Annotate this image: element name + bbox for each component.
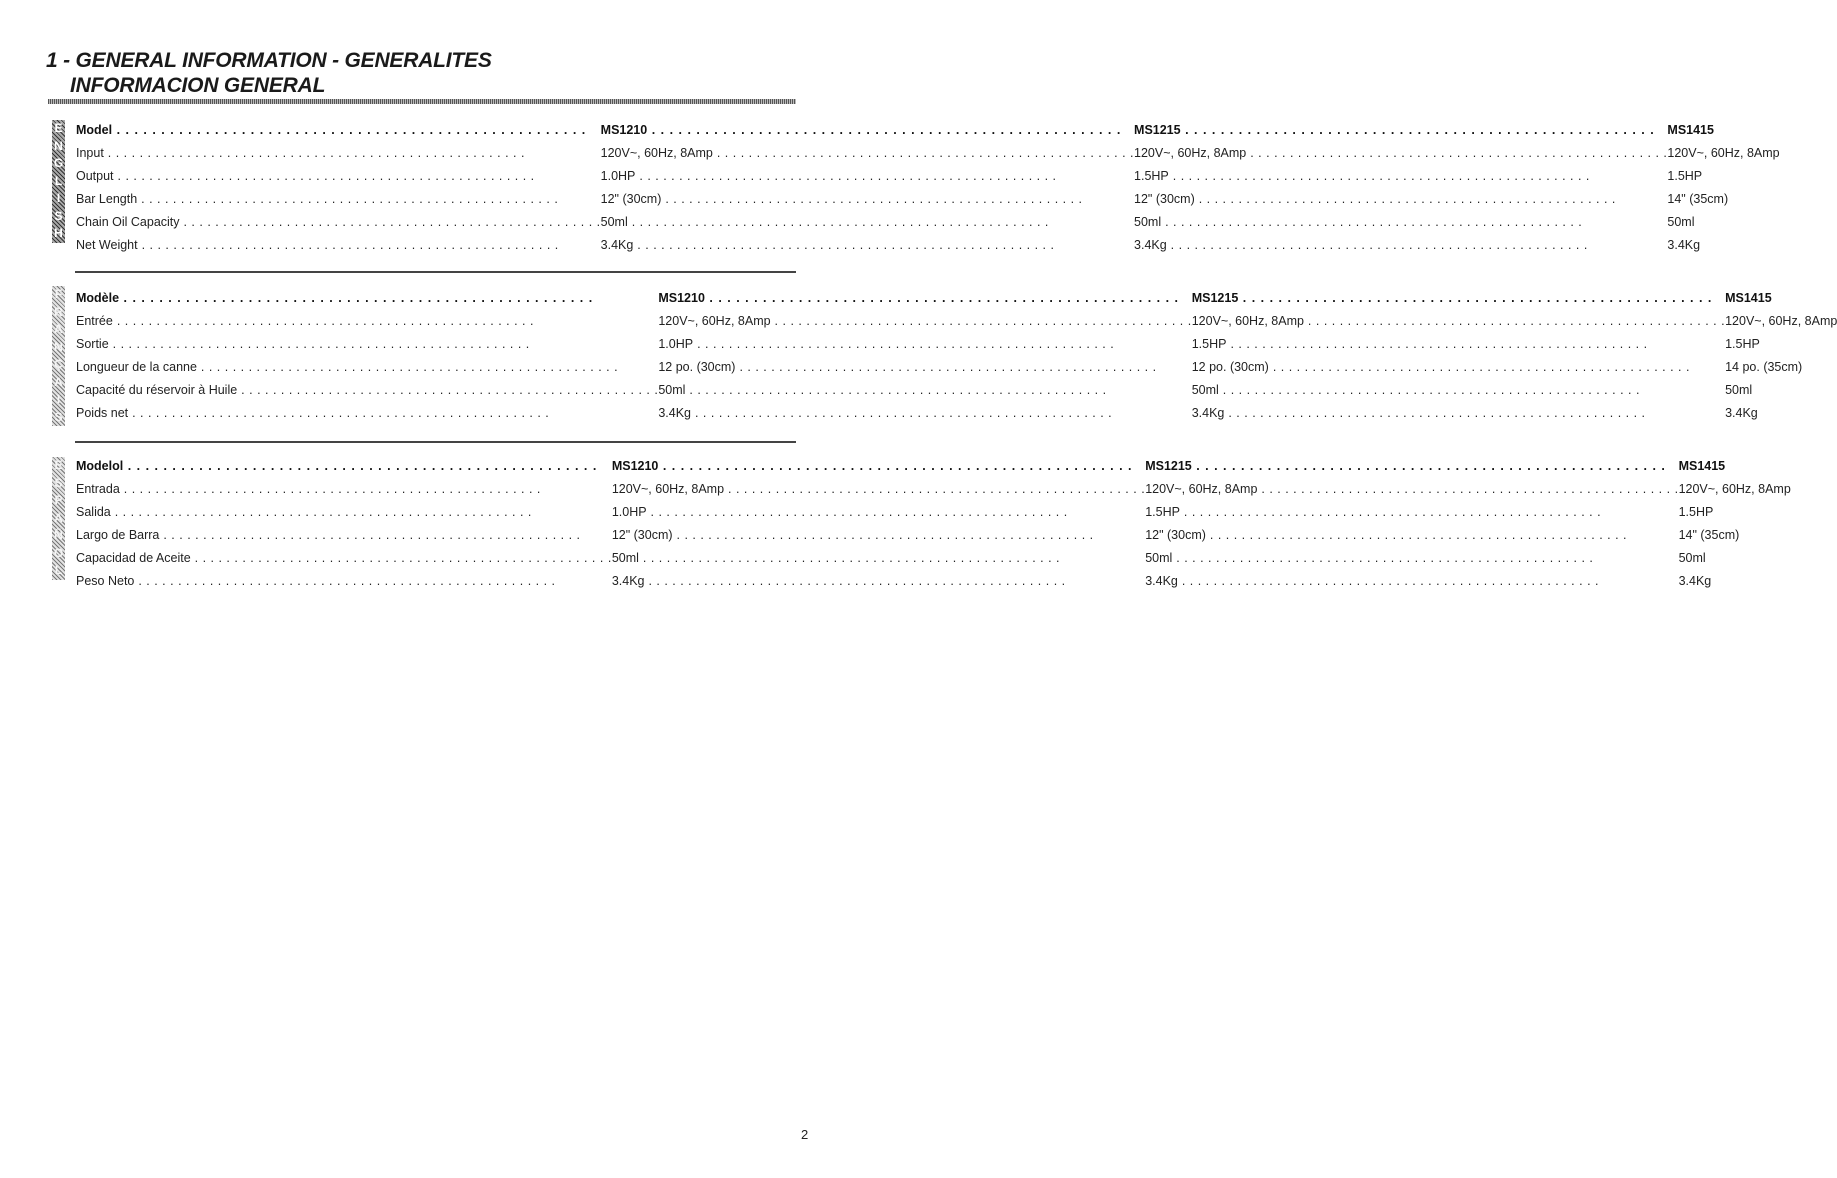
spec-label: Largo de Barra . . . (76, 523, 612, 546)
tab-letter: Ñ (54, 528, 63, 542)
spec-label: Bar Length . . . (76, 187, 601, 210)
spec-label: Poids net . . . (76, 401, 658, 424)
tab-letter: H (54, 226, 63, 240)
spec-value: MS1210 . . . (601, 118, 1134, 141)
spec-value: 1.5HP (1667, 168, 1703, 183)
spec-value: MS1415 (1725, 290, 1772, 305)
table-row (76, 164, 1780, 187)
spec-value: 1.5HP . . . (1134, 164, 1667, 187)
table-row (76, 309, 1837, 332)
spec-value: 50ml . . . (612, 546, 1145, 569)
spec-label: Modèle . . . (76, 286, 658, 309)
spec-value: 1.5HP . . . (1145, 500, 1678, 523)
page-title (46, 48, 492, 98)
tab-letter: G (53, 156, 64, 170)
tab-letter: Ç (54, 357, 63, 371)
language-tab-english (52, 120, 65, 243)
spec-value: 120V~, 60Hz, 8Amp . . . (658, 309, 1191, 332)
spec-value: 14" (35cm) (1678, 527, 1740, 542)
spec-label: Capacité du réservoir à Huile . . . (76, 378, 658, 401)
table-row (76, 454, 1791, 477)
spec-value: 120V~, 60Hz, 8Amp . . . (1192, 309, 1725, 332)
spec-value: MS1210 . . . (612, 454, 1145, 477)
spec-value: 12" (30cm) . . . (601, 187, 1134, 210)
spec-table-french (76, 286, 1837, 424)
spec-label: Model . . . (76, 118, 601, 141)
tab-letter: L (54, 563, 63, 577)
table-row (76, 546, 1791, 569)
tab-letter: S (54, 208, 63, 223)
spec-value: 50ml . . . (1192, 378, 1725, 401)
spec-value: 1.5HP (1678, 504, 1714, 519)
spec-value: 14" (35cm) (1667, 191, 1729, 206)
table-row (76, 401, 1837, 424)
section-divider (75, 441, 796, 443)
spec-value: 1.5HP . . . (1192, 332, 1725, 355)
table-row (76, 332, 1837, 355)
spec-label: Entrada . . . (76, 477, 612, 500)
table-row (76, 355, 1837, 378)
table-row (76, 233, 1780, 256)
spec-value: 50ml (1725, 382, 1753, 397)
spec-value: 50ml . . . (601, 210, 1134, 233)
spec-label: Entrée . . . (76, 309, 658, 332)
tab-letter: O (53, 545, 64, 560)
title-line-1: 1 - GENERAL INFORMATION - GENERALITES (46, 49, 492, 72)
spec-label: Peso Neto . . . (76, 569, 612, 592)
spec-value: 3.4Kg (1725, 405, 1758, 420)
spec-label: Net Weight . . . (76, 233, 601, 256)
tab-letter: A (54, 374, 63, 389)
spec-value: 120V~, 60Hz, 8Amp . . . (1134, 141, 1667, 164)
tab-letter: I (56, 392, 61, 406)
spec-value: 120V~, 60Hz, 8Amp . . . (601, 141, 1134, 164)
spec-value: 1.0HP . . . (658, 332, 1191, 355)
title-line-2: INFORMACION GENERAL (70, 74, 326, 97)
spec-label: Input . . . (76, 141, 601, 164)
spec-value: 120V~, 60Hz, 8Amp . . . (1145, 477, 1678, 500)
spec-value: 1.0HP . . . (601, 164, 1134, 187)
spec-table-english (76, 118, 1780, 256)
spec-value: 12" (30cm) . . . (612, 523, 1145, 546)
section-divider (75, 271, 796, 273)
spec-value: 3.4Kg . . . (612, 569, 1145, 592)
spec-value: MS1415 (1678, 458, 1726, 473)
spec-value: 3.4Kg . . . (1192, 401, 1725, 424)
tab-letter: E (54, 121, 63, 135)
spec-value: 3.4Kg . . . (1145, 569, 1678, 592)
tab-letter: F (54, 287, 63, 301)
spec-value: 120V~, 60Hz, 8Amp . . . (612, 477, 1145, 500)
spec-value: 12 po. (30cm) . . . (1192, 355, 1725, 378)
language-tab-french (52, 286, 65, 426)
table-row (76, 286, 1837, 309)
spec-value: 50ml . . . (1145, 546, 1678, 569)
tab-letter: P (54, 493, 63, 507)
tab-letter: S (54, 409, 63, 424)
spec-value: MS1215 . . . (1134, 118, 1667, 141)
spec-label: Longueur de la canne . . . (76, 355, 658, 378)
language-tab-spanish (52, 457, 65, 580)
spec-label: Chain Oil Capacity . . . (76, 210, 601, 233)
spec-label: Modelol . . . (76, 454, 612, 477)
table-row (76, 141, 1780, 164)
title-divider (48, 99, 796, 104)
spec-label: Capacidad de Aceite . . . (76, 546, 612, 569)
spec-value: 14 po. (35cm) (1725, 359, 1803, 374)
spec-label: Sortie . . . (76, 332, 658, 355)
spec-value: 12" (30cm) . . . (1134, 187, 1667, 210)
spec-value: 12" (30cm) . . . (1145, 523, 1678, 546)
spec-value: 120V~, 60Hz, 8Amp (1667, 145, 1780, 160)
spec-table-spanish (76, 454, 1791, 592)
spec-value: MS1415 (1667, 122, 1714, 137)
tab-letter: S (54, 475, 63, 490)
table-row (76, 477, 1791, 500)
spec-value: 3.4Kg . . . (601, 233, 1134, 256)
spec-value: 50ml . . . (658, 378, 1191, 401)
tab-letter: L (54, 173, 63, 188)
table-row (76, 378, 1837, 401)
spec-value: 50ml (1667, 214, 1695, 229)
tab-letter: N (54, 339, 63, 354)
table-row (76, 569, 1791, 592)
table-row (76, 118, 1780, 141)
spec-value: MS1210 . . . (658, 286, 1191, 309)
spec-value: 50ml . . . (1134, 210, 1667, 233)
spec-label: Output . . . (76, 164, 601, 187)
tab-letter: E (54, 458, 63, 472)
tab-letter: N (54, 138, 63, 153)
spec-value: 120V~, 60Hz, 8Amp (1725, 313, 1837, 328)
table-row (76, 187, 1780, 210)
table-row (76, 500, 1791, 523)
spec-value: 120V~, 60Hz, 8Amp (1678, 481, 1791, 496)
tab-letter: R (54, 304, 63, 319)
tab-letter: A (54, 322, 63, 336)
tab-letter: A (54, 510, 63, 525)
spec-value: 12 po. (30cm) . . . (658, 355, 1191, 378)
spec-value: 50ml (1678, 550, 1706, 565)
spec-value: 3.4Kg (1667, 237, 1701, 252)
spec-value: 1.0HP . . . (612, 500, 1145, 523)
spec-value: MS1215 . . . (1192, 286, 1725, 309)
spec-value: 1.5HP (1725, 336, 1760, 351)
spec-value: MS1215 . . . (1145, 454, 1678, 477)
spec-label: Salida . . . (76, 500, 612, 523)
table-row (76, 210, 1780, 233)
spec-value: 3.4Kg . . . (658, 401, 1191, 424)
page-number: 2 (801, 1127, 809, 1142)
table-row (76, 523, 1791, 546)
spec-value: 3.4Kg . . . (1134, 233, 1667, 256)
tab-letter: I (56, 191, 61, 205)
spec-value: 3.4Kg (1678, 573, 1712, 588)
